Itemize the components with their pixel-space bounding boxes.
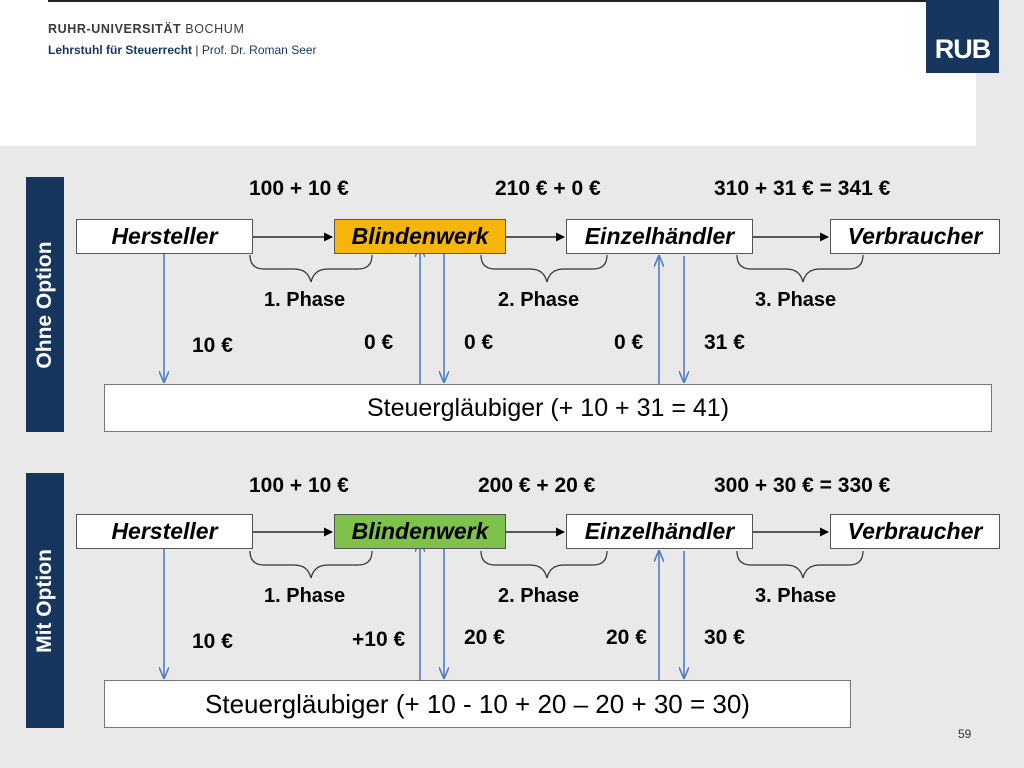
- page-number: 59: [958, 727, 972, 741]
- side-label-mit-option: Mit Option: [26, 473, 64, 728]
- phase-label-2: 2. Phase: [498, 289, 580, 311]
- phase-label-1: 1. Phase: [264, 289, 346, 311]
- phase-label-4: 1. Phase: [264, 585, 346, 607]
- rub-logo: RUB: [926, 0, 999, 73]
- tax-amount-1: 10 €: [192, 334, 233, 357]
- phase-label-3: 3. Phase: [755, 289, 837, 311]
- tax-amount-8: 20 €: [464, 626, 505, 649]
- box-einzelhaendler: Einzelhändler: [566, 219, 753, 254]
- tax-amount-5: 31 €: [704, 331, 745, 354]
- tax-amount-4: 0 €: [614, 331, 644, 354]
- university-name: RUHR-UNIVERSITÄT BOCHUM: [48, 22, 245, 36]
- price-label-3: 310 + 31 € = 341 €: [714, 177, 891, 200]
- tax-amount-6: 10 €: [192, 630, 233, 653]
- box-blindenwerk-2: Blindenwerk: [334, 514, 506, 549]
- price-label-4: 100 + 10 €: [249, 474, 349, 497]
- box-blindenwerk: Blindenwerk: [334, 219, 506, 254]
- steuerglaeubiger-box-2: Steuergläubiger (+ 10 - 10 + 20 – 20 + 30 = 30): [104, 680, 851, 728]
- price-label-1: 100 + 10 €: [249, 177, 349, 200]
- steuerglaeubiger-box-1: Steuergläubiger (+ 10 + 31 = 41): [104, 384, 992, 432]
- side-label-ohne-option: Ohne Option: [26, 177, 64, 432]
- box-einzelhaendler-2: Einzelhändler: [566, 514, 753, 549]
- tax-amount-7: +10 €: [352, 628, 406, 651]
- phase-label-5: 2. Phase: [498, 585, 580, 607]
- tax-amount-9: 20 €: [606, 626, 647, 649]
- box-verbraucher-2: Verbraucher: [830, 514, 1000, 549]
- header-rule: [48, 0, 963, 2]
- price-label-5: 200 € + 20 €: [478, 474, 596, 497]
- price-label-6: 300 + 30 € = 330 €: [714, 474, 891, 497]
- tax-amount-10: 30 €: [704, 626, 745, 649]
- tax-amount-3: 0 €: [464, 331, 494, 354]
- tax-amount-2: 0 €: [364, 331, 394, 354]
- chair-name: Lehrstuhl für Steuerrecht | Prof. Dr. Roman Seer: [48, 43, 317, 57]
- box-verbraucher: Verbraucher: [830, 219, 1000, 254]
- price-label-2: 210 € + 0 €: [495, 177, 601, 200]
- box-hersteller: Hersteller: [76, 219, 253, 254]
- phase-label-6: 3. Phase: [755, 585, 837, 607]
- box-hersteller-2: Hersteller: [76, 514, 253, 549]
